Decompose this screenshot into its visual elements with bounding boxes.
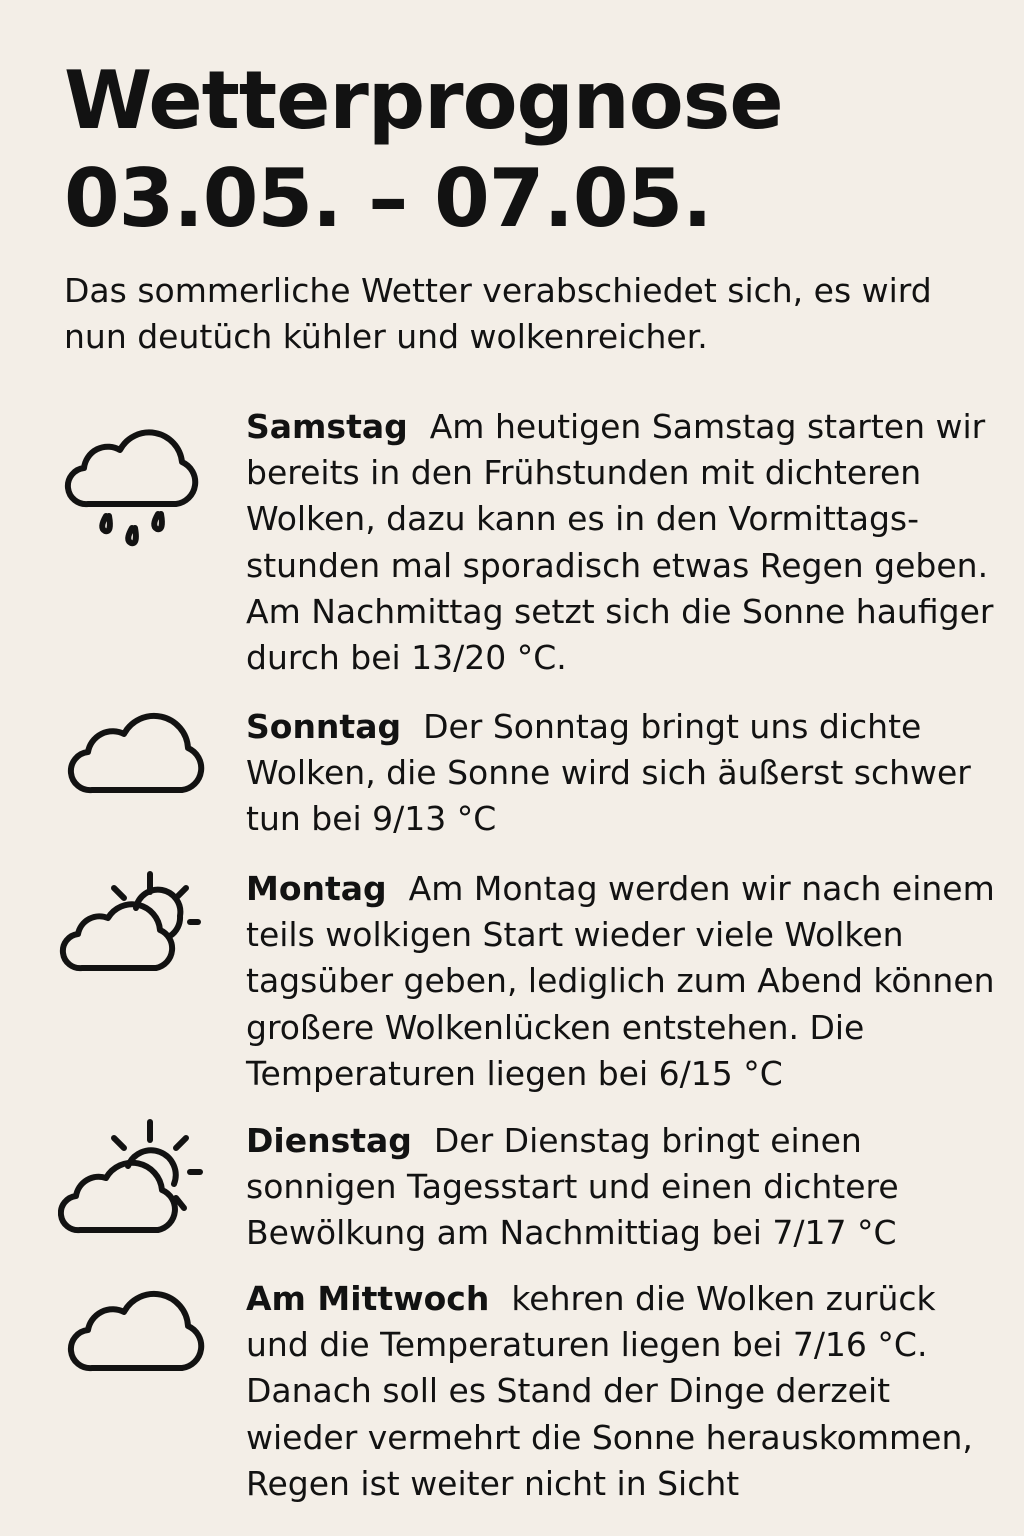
forecast-text-monday: [246, 866, 1006, 1097]
cloud-rain-icon: [58, 416, 218, 546]
forecast-text-sunday: [246, 704, 1006, 843]
day-label: Am Mittwoch: [246, 1279, 490, 1318]
day-description: Der Dienstag bringt einen sonnigen Tagesstart und einen dichtere Bewölkung am Nachmittiag bei 7/17 °C: [246, 1121, 899, 1253]
forecast-text-tuesday: [246, 1118, 1006, 1257]
forecast-text-saturday: [246, 404, 1006, 681]
partly-sunny-icon: [58, 1118, 218, 1248]
day-description: Am Montag werden wir nach einem teils wolkigen Start wieder viele Wolken tagsüber geben, lediglich zum Abend können großere Wolkenlücken entstehen. Die Temperaturen liegen bei 6/15 °C: [246, 869, 995, 1093]
partly-cloudy-icon: [58, 866, 218, 996]
page-title: [64, 52, 964, 248]
title-line-1: Wetterprognose: [64, 54, 783, 147]
day-description: Der Sonntag bringt uns dichte Wolken, die Sonne wird sich äußerst schwer tun bei 9/13 °C: [246, 707, 971, 839]
intro-text: Das sommerliche Wetter verabschiedet sich, es wird nun deutüch kühler und wolkenreicher.: [64, 271, 932, 356]
day-label: Sonntag: [246, 707, 402, 746]
day-label: Montag: [246, 869, 387, 908]
day-label: Samstag: [246, 407, 408, 446]
day-description: kehren die Wolken zurück und die Temperaturen liegen bei 7/16 °C. Danach soll es Stand der Dinge derzeit wieder vermehrt die Sonne herauskommen, Regen ist weiter nicht in Sicht: [246, 1279, 973, 1503]
forecast-text-wednesday: [246, 1276, 1006, 1507]
title-line-2: 03.05. – 07.05.: [64, 152, 712, 245]
cloud-icon: [58, 704, 218, 834]
day-label: Dienstag: [246, 1121, 412, 1160]
cloud-icon: [58, 1282, 218, 1412]
day-description: Am heutigen Samstag starten wir bereits in den Frühstunden mit dichteren Wolken, dazu kann es in den Vormittags-stunden mal sporadisch etwas Regen geben. Am Nachmittag setzt sich die Sonne haufiger durch bei 13/20 °C.: [246, 407, 994, 678]
